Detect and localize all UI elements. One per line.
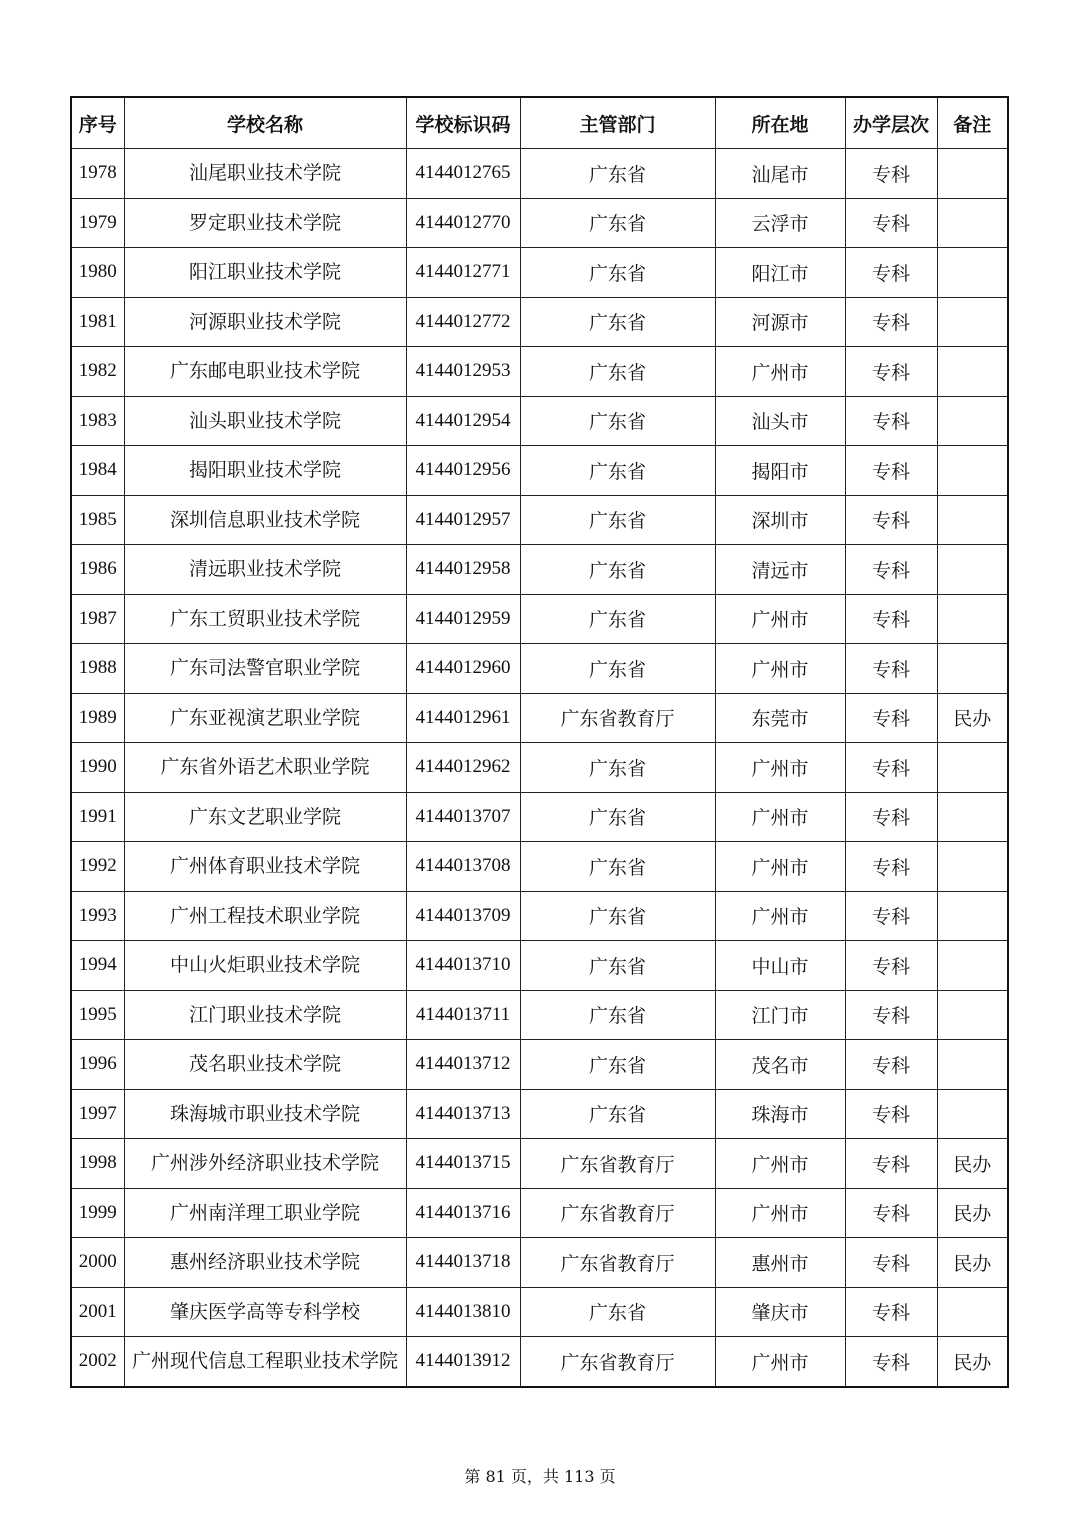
remarks-cell: [937, 446, 1008, 496]
school-code-cell: 4144012961: [406, 693, 520, 743]
level-cell: 专科: [845, 347, 937, 397]
department-cell: 广东省: [520, 198, 715, 248]
table-row: [71, 347, 1008, 397]
level-cell: 专科: [845, 693, 937, 743]
location-cell: 广州市: [715, 1337, 845, 1387]
department-cell: 广东省: [520, 495, 715, 545]
table-row: [71, 1188, 1008, 1238]
serial-number-cell: 1994: [71, 941, 124, 991]
location-cell: 东莞市: [715, 693, 845, 743]
level-cell: 专科: [845, 1089, 937, 1139]
school-code-cell: 4144012953: [406, 347, 520, 397]
serial-number-cell: 1987: [71, 594, 124, 644]
department-cell: 广东省: [520, 1089, 715, 1139]
department-cell: 广东省: [520, 941, 715, 991]
department-cell: 广东省: [520, 743, 715, 793]
department-cell: 广东省: [520, 297, 715, 347]
department-cell: 广东省: [520, 1040, 715, 1090]
table-row: [71, 693, 1008, 743]
school-code-cell: 4144012772: [406, 297, 520, 347]
header-row: [71, 97, 1008, 149]
school-code-cell: 4144013712: [406, 1040, 520, 1090]
level-cell: 专科: [845, 1040, 937, 1090]
level-cell: 专科: [845, 792, 937, 842]
school-code-cell: 4144012770: [406, 198, 520, 248]
remarks-cell: [937, 990, 1008, 1040]
department-cell: 广东省: [520, 248, 715, 298]
location-cell: 广州市: [715, 347, 845, 397]
table-row: [71, 1337, 1008, 1387]
remarks-cell: [937, 594, 1008, 644]
serial-number-cell: 1985: [71, 495, 124, 545]
department-cell: 广东省: [520, 792, 715, 842]
table-row: [71, 1040, 1008, 1090]
school-name-cell: 广州工程技术职业学院: [124, 891, 406, 941]
location-cell: 广州市: [715, 644, 845, 694]
remarks-cell: [937, 891, 1008, 941]
department-cell: 广东省教育厅: [520, 1188, 715, 1238]
school-name-cell: 河源职业技术学院: [124, 297, 406, 347]
remarks-cell: 民办: [937, 1337, 1008, 1387]
table-row: [71, 1287, 1008, 1337]
department-cell: 广东省: [520, 1287, 715, 1337]
level-cell: 专科: [845, 644, 937, 694]
school-code-cell: 4144012962: [406, 743, 520, 793]
school-name-cell: 汕尾职业技术学院: [124, 149, 406, 199]
school-name-cell: 惠州经济职业技术学院: [124, 1238, 406, 1288]
location-cell: 珠海市: [715, 1089, 845, 1139]
remarks-cell: [937, 396, 1008, 446]
remarks-cell: [937, 792, 1008, 842]
school-code-cell: 4144013713: [406, 1089, 520, 1139]
table-row: [71, 1089, 1008, 1139]
level-cell: 专科: [845, 545, 937, 595]
serial-number-cell: 1995: [71, 990, 124, 1040]
department-cell: 广东省: [520, 842, 715, 892]
department-cell: 广东省: [520, 149, 715, 199]
school-code-cell: 4144013711: [406, 990, 520, 1040]
location-cell: 广州市: [715, 1188, 845, 1238]
remarks-cell: [937, 248, 1008, 298]
school-name-cell: 广东文艺职业学院: [124, 792, 406, 842]
school-name-cell: 江门职业技术学院: [124, 990, 406, 1040]
level-cell: 专科: [845, 495, 937, 545]
location-cell: 河源市: [715, 297, 845, 347]
table-body: [71, 149, 1008, 1387]
serial-number-cell: 1980: [71, 248, 124, 298]
remarks-cell: [937, 495, 1008, 545]
level-cell: 专科: [845, 297, 937, 347]
location-cell: 惠州市: [715, 1238, 845, 1288]
table-row: [71, 545, 1008, 595]
school-name-cell: 广东省外语艺术职业学院: [124, 743, 406, 793]
serial-number-cell: 2000: [71, 1238, 124, 1288]
level-cell: 专科: [845, 198, 937, 248]
level-cell: 专科: [845, 1188, 937, 1238]
school-code-cell: 4144013912: [406, 1337, 520, 1387]
page-footer: 第 81 页，共 113 页: [464, 1467, 616, 1486]
level-cell: 专科: [845, 941, 937, 991]
header-school-name: 学校名称: [124, 97, 406, 149]
table-row: [71, 941, 1008, 991]
school-code-cell: 4144013708: [406, 842, 520, 892]
level-cell: 专科: [845, 743, 937, 793]
level-cell: 专科: [845, 842, 937, 892]
school-code-cell: 4144013715: [406, 1139, 520, 1189]
level-cell: 专科: [845, 149, 937, 199]
remarks-cell: [937, 842, 1008, 892]
location-cell: 广州市: [715, 743, 845, 793]
remarks-cell: [937, 297, 1008, 347]
header-remarks: 备注: [937, 97, 1008, 149]
serial-number-cell: 1979: [71, 198, 124, 248]
remarks-cell: 民办: [937, 1188, 1008, 1238]
department-cell: 广东省: [520, 644, 715, 694]
serial-number-cell: 2001: [71, 1287, 124, 1337]
table-row: [71, 891, 1008, 941]
school-name-cell: 广州涉外经济职业技术学院: [124, 1139, 406, 1189]
school-name-cell: 中山火炬职业技术学院: [124, 941, 406, 991]
serial-number-cell: 1999: [71, 1188, 124, 1238]
remarks-cell: [937, 644, 1008, 694]
table-row: [71, 594, 1008, 644]
table-row: [71, 1139, 1008, 1189]
department-cell: 广东省教育厅: [520, 1238, 715, 1288]
serial-number-cell: 1991: [71, 792, 124, 842]
school-code-cell: 4144012957: [406, 495, 520, 545]
table-header: [71, 97, 1008, 149]
location-cell: 广州市: [715, 1139, 845, 1189]
level-cell: 专科: [845, 891, 937, 941]
table-row: [71, 1238, 1008, 1288]
remarks-cell: [937, 347, 1008, 397]
serial-number-cell: 2002: [71, 1337, 124, 1387]
department-cell: 广东省: [520, 545, 715, 595]
level-cell: 专科: [845, 1139, 937, 1189]
serial-number-cell: 1993: [71, 891, 124, 941]
school-name-cell: 广州体育职业技术学院: [124, 842, 406, 892]
location-cell: 广州市: [715, 891, 845, 941]
location-cell: 中山市: [715, 941, 845, 991]
school-name-cell: 广东司法警官职业学院: [124, 644, 406, 694]
department-cell: 广东省: [520, 396, 715, 446]
department-cell: 广东省教育厅: [520, 1139, 715, 1189]
school-code-cell: 4144012765: [406, 149, 520, 199]
header-level: 办学层次: [845, 97, 937, 149]
header-department: 主管部门: [520, 97, 715, 149]
table-row: [71, 644, 1008, 694]
serial-number-cell: 1982: [71, 347, 124, 397]
department-cell: 广东省: [520, 990, 715, 1040]
location-cell: 揭阳市: [715, 446, 845, 496]
school-code-cell: 4144012958: [406, 545, 520, 595]
school-code-cell: 4144013716: [406, 1188, 520, 1238]
remarks-cell: [937, 1040, 1008, 1090]
department-cell: 广东省: [520, 891, 715, 941]
school-code-cell: 4144012954: [406, 396, 520, 446]
location-cell: 云浮市: [715, 198, 845, 248]
remarks-cell: [937, 1089, 1008, 1139]
department-cell: 广东省: [520, 594, 715, 644]
remarks-cell: 民办: [937, 1238, 1008, 1288]
remarks-cell: [937, 198, 1008, 248]
location-cell: 广州市: [715, 594, 845, 644]
table-row: [71, 743, 1008, 793]
serial-number-cell: 1988: [71, 644, 124, 694]
location-cell: 汕尾市: [715, 149, 845, 199]
table-row: [71, 495, 1008, 545]
level-cell: 专科: [845, 1337, 937, 1387]
school-name-cell: 汕头职业技术学院: [124, 396, 406, 446]
serial-number-cell: 1984: [71, 446, 124, 496]
level-cell: 专科: [845, 594, 937, 644]
remarks-cell: [937, 941, 1008, 991]
school-name-cell: 广东邮电职业技术学院: [124, 347, 406, 397]
header-school-code: 学校标识码: [406, 97, 520, 149]
school-code-cell: 4144012771: [406, 248, 520, 298]
location-cell: 清远市: [715, 545, 845, 595]
serial-number-cell: 1998: [71, 1139, 124, 1189]
location-cell: 广州市: [715, 842, 845, 892]
serial-number-cell: 1989: [71, 693, 124, 743]
table-row: [71, 792, 1008, 842]
department-cell: 广东省教育厅: [520, 693, 715, 743]
level-cell: 专科: [845, 248, 937, 298]
remarks-cell: [937, 1287, 1008, 1337]
school-name-cell: 珠海城市职业技术学院: [124, 1089, 406, 1139]
school-code-cell: 4144012960: [406, 644, 520, 694]
remarks-cell: 民办: [937, 1139, 1008, 1189]
school-name-cell: 清远职业技术学院: [124, 545, 406, 595]
location-cell: 汕头市: [715, 396, 845, 446]
table-row: [71, 990, 1008, 1040]
table-row: [71, 149, 1008, 199]
serial-number-cell: 1986: [71, 545, 124, 595]
school-name-cell: 深圳信息职业技术学院: [124, 495, 406, 545]
school-name-cell: 肇庆医学高等专科学校: [124, 1287, 406, 1337]
serial-number-cell: 1992: [71, 842, 124, 892]
level-cell: 专科: [845, 396, 937, 446]
serial-number-cell: 1981: [71, 297, 124, 347]
school-code-cell: 4144012956: [406, 446, 520, 496]
table-row: [71, 446, 1008, 496]
school-name-cell: 罗定职业技术学院: [124, 198, 406, 248]
table-row: [71, 842, 1008, 892]
school-name-cell: 广州南洋理工职业学院: [124, 1188, 406, 1238]
location-cell: 茂名市: [715, 1040, 845, 1090]
level-cell: 专科: [845, 446, 937, 496]
level-cell: 专科: [845, 990, 937, 1040]
serial-number-cell: 1997: [71, 1089, 124, 1139]
table-row: [71, 396, 1008, 446]
school-code-cell: 4144013810: [406, 1287, 520, 1337]
school-name-cell: 广州现代信息工程职业技术学院: [124, 1337, 406, 1387]
department-cell: 广东省: [520, 347, 715, 397]
location-cell: 阳江市: [715, 248, 845, 298]
serial-number-cell: 1983: [71, 396, 124, 446]
school-code-cell: 4144012959: [406, 594, 520, 644]
table-row: [71, 297, 1008, 347]
level-cell: 专科: [845, 1287, 937, 1337]
serial-number-cell: 1978: [71, 149, 124, 199]
department-cell: 广东省: [520, 446, 715, 496]
school-code-cell: 4144013718: [406, 1238, 520, 1288]
location-cell: 广州市: [715, 792, 845, 842]
table-row: [71, 248, 1008, 298]
header-location: 所在地: [715, 97, 845, 149]
school-name-cell: 阳江职业技术学院: [124, 248, 406, 298]
school-name-cell: 广东工贸职业技术学院: [124, 594, 406, 644]
location-cell: 肇庆市: [715, 1287, 845, 1337]
remarks-cell: 民办: [937, 693, 1008, 743]
table-row: [71, 198, 1008, 248]
serial-number-cell: 1990: [71, 743, 124, 793]
school-code-cell: 4144013707: [406, 792, 520, 842]
school-name-cell: 揭阳职业技术学院: [124, 446, 406, 496]
school-list-table: [70, 96, 1009, 1388]
department-cell: 广东省教育厅: [520, 1337, 715, 1387]
serial-number-cell: 1996: [71, 1040, 124, 1090]
school-name-cell: 广东亚视演艺职业学院: [124, 693, 406, 743]
location-cell: 深圳市: [715, 495, 845, 545]
remarks-cell: [937, 743, 1008, 793]
location-cell: 江门市: [715, 990, 845, 1040]
header-serial-number: 序号: [71, 97, 124, 149]
school-code-cell: 4144013710: [406, 941, 520, 991]
remarks-cell: [937, 149, 1008, 199]
school-name-cell: 茂名职业技术学院: [124, 1040, 406, 1090]
school-code-cell: 4144013709: [406, 891, 520, 941]
level-cell: 专科: [845, 1238, 937, 1288]
remarks-cell: [937, 545, 1008, 595]
